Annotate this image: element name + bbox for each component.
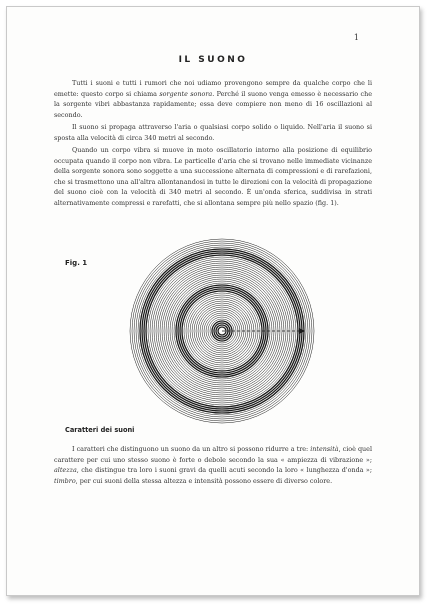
p4-text-a: I caratteri che distinguono un suono da un altro si possono ridurre a tre: bbox=[72, 445, 311, 453]
term-intensita: intensità bbox=[310, 445, 339, 453]
term-timbro: timbro bbox=[54, 476, 76, 485]
paragraph-onda: Quando un corpo vibra si muove in moto oscillatorio intorno alla posizione di equilibrio occupata quando il corpo non vibra. Le particelle d'aria che si trovano nelle immediate vicinanze della sorgente sonora sono soggette a una successione alternata di compressioni e di rarefazioni, che si trasmettono una all'altra allontanandosi in tutte le direzioni con la velocità di propagazione del suono cioè con la velocità di 340 metri al secondo. È un'onda sferica, suddivisa in strati alternativamente compressi e rarefatti, che si allontana sempre più nello spazio (fig. 1). bbox=[54, 146, 373, 207]
term-sorgente-sonora: sorgente sonora bbox=[159, 89, 213, 98]
p4-text-b: , cioè quel carattere per cui uno stesso suono è forte o debole secondo la sua « ampiezza di vibrazione »; bbox=[54, 445, 372, 464]
paragraph-propagazione: Il suono si propaga attraverso l'aria o qualsiasi corpo solido o liquido. Nell'aria il suono si sposta alla velocità di circa 340 metri al secondo. bbox=[54, 123, 372, 142]
intro-text bbox=[54, 78, 372, 208]
paragraph-1-text-b: . Perché il suono venga emesso è necessario che la sorgente vibri abbastanza rapidamente; essa deve compiere non meno di 16 oscillazioni al secondo. bbox=[54, 89, 372, 119]
paragraph-sorgente bbox=[54, 78, 372, 120]
page-title: IL SUONO bbox=[178, 55, 248, 65]
figure-label: Fig. 1 bbox=[65, 259, 88, 267]
section-heading: Caratteri dei suoni bbox=[65, 426, 135, 434]
characteristics-text bbox=[54, 444, 372, 486]
sound-wave-figure bbox=[129, 238, 315, 424]
term-altezza: altezza bbox=[54, 466, 77, 474]
paragraph-1-text-a: Tutti i suoni e tutti i rumori che noi udiamo provengono sempre da qualche corpo che li emette: questo corpo si chiama bbox=[54, 79, 372, 98]
page-number: 1 bbox=[353, 33, 359, 42]
paragraph-caratteri bbox=[54, 444, 372, 486]
p4-text-d: , per cui suoni della stessa altezza e intensità possono essere di diverso colore. bbox=[75, 476, 333, 485]
p4-text-c: , che distingue tra loro i suoni gravi da quelli acuti secondo la loro « lunghezza d'onda »; bbox=[76, 466, 372, 474]
document-page bbox=[6, 6, 420, 596]
